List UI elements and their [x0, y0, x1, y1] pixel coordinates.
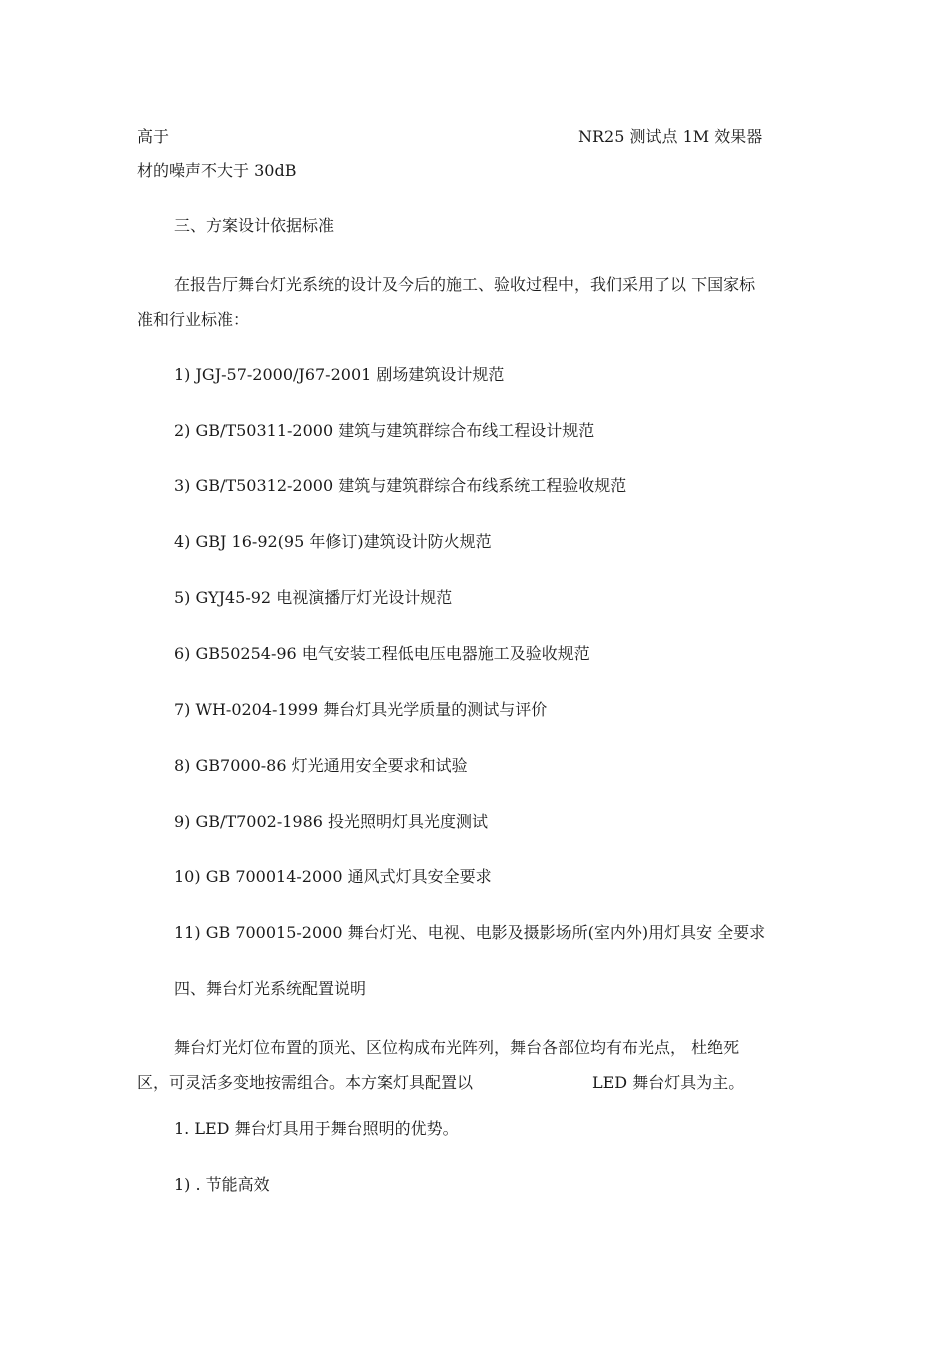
subheading-led-advantages: 1. LED 舞台灯具用于舞台照明的优势。 [174, 1119, 459, 1138]
section-4-heading: 四、舞台灯光系统配置说明 [174, 979, 367, 998]
standard-item: 4) GBJ 16-92(95 年修订)建筑设计防火规范 [174, 532, 492, 551]
section-4-para-line1: 舞台灯光灯位布置的顶光、区位构成布光阵列，舞台各部位均有布光点， 杜绝死 [174, 1038, 740, 1057]
text-line-top-left: 高于 [137, 127, 170, 146]
text-line-top-right: NR25 测试点 1M 效果器 [578, 127, 763, 146]
standard-item: 7) WH-0204-1999 舞台灯具光学质量的测试与评价 [174, 700, 548, 719]
standard-item: 9) GB/T7002-1986 投光照明灯具光度测试 [174, 812, 489, 831]
standard-item: 10) GB 700014-2000 通风式灯具安全要求 [174, 867, 492, 886]
subheading-energy-efficient: 1) . 节能高效 [174, 1175, 270, 1194]
standard-item: 11) GB 700015-2000 舞台灯光、电视、电影及摄影场所(室内外)用灯具安 全要求 [174, 923, 766, 942]
standard-item: 6) GB50254-96 电气安装工程低电压电器施工及验收规范 [174, 644, 590, 663]
standard-item: 2) GB/T50311-2000 建筑与建筑群综合布线工程设计规范 [174, 421, 595, 440]
section-4-para-line2-left: 区，可灵活多变地按需组合。本方案灯具配置以 [137, 1073, 474, 1092]
standard-item: 1) JGJ-57-2000/J67-2001 剧场建筑设计规范 [174, 365, 505, 384]
section-3-intro-line1: 在报告厅舞台灯光系统的设计及今后的施工、验收过程中，我们采用了以 下国家标 [174, 275, 756, 294]
section-4-para-line2-right: LED 舞台灯具为主。 [592, 1073, 745, 1092]
standard-item: 5) GYJ45-92 电视演播厅灯光设计规范 [174, 588, 453, 607]
text-line-noise-spec: 材的噪声不大于 30dB [137, 161, 297, 180]
standard-item: 8) GB7000-86 灯光通用安全要求和试验 [174, 756, 468, 775]
section-3-heading: 三、方案设计依据标准 [174, 216, 335, 235]
standard-item: 3) GB/T50312-2000 建筑与建筑群综合布线系统工程验收规范 [174, 476, 627, 495]
section-3-intro-line2: 准和行业标准： [137, 310, 250, 329]
